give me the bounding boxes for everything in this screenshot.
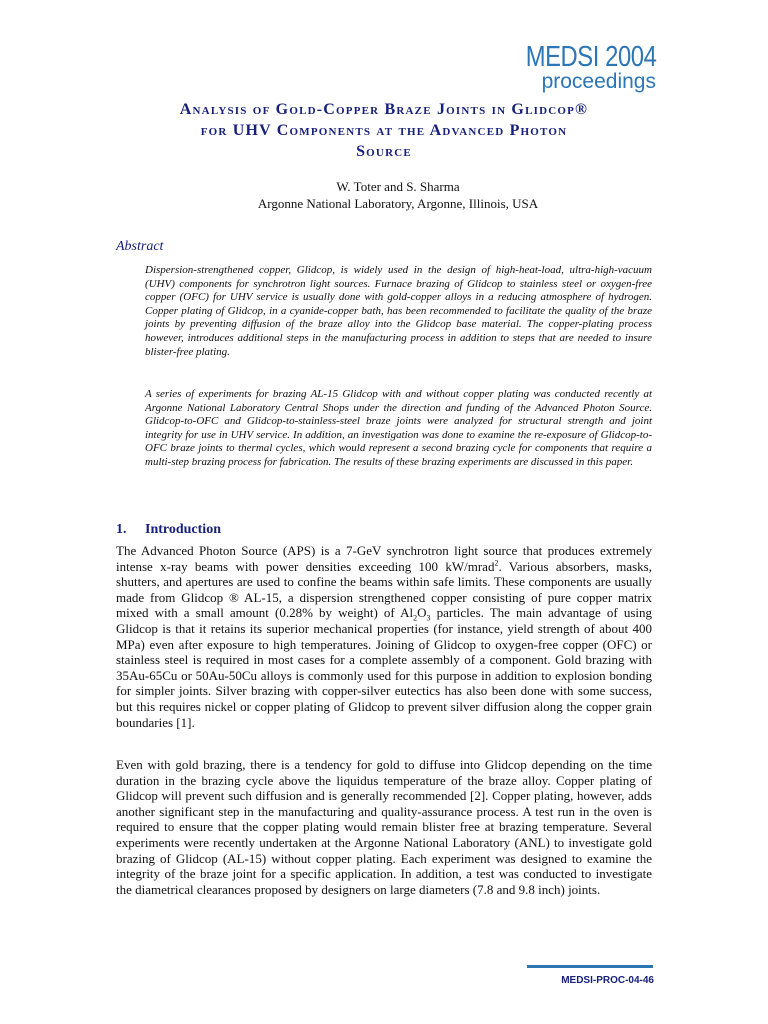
abstract-heading: Abstract <box>116 239 164 254</box>
abstract-paragraph-2: A series of experiments for brazing AL-15 Glidcop with and without copper plating was conducted recently at Argonne National Laboratory Central Shops under the direction and funding of the Advanced Photon Source. Glidcop-to-OFC and Glidcop-to-stainless-steel braze joints were analyzed for structural strength and joint integrity for use in UHV service. In addition, an investigation was done to examine the re-exposure of Glidcop-to-OFC braze joints to thermal cycles, which would represent a second brazing cycle for components that require a multi-step brazing process for fabrication. The results of these brazing experiments are discussed in this paper. <box>145 388 652 468</box>
author-affiliation: Argonne National Laboratory, Argonne, Illinois, USA <box>257 196 539 211</box>
logo-subtext: proceedings <box>541 70 656 93</box>
logo-text: MEDSI 2004 <box>525 41 656 73</box>
subscript: 2 <box>413 613 418 623</box>
section-number: 1. <box>116 522 127 537</box>
intro-paragraph-1 <box>116 543 652 730</box>
superscript: 2 <box>494 558 499 568</box>
subscript: 3 <box>426 613 431 623</box>
footer-rule <box>527 965 653 968</box>
medsi-logo <box>497 42 656 92</box>
paper-title <box>100 99 668 162</box>
title-line-1: Analysis of Gold-Copper Braze Joints in Glidcop® <box>179 101 589 118</box>
footer-code: MEDSI-PROC-04-46 <box>561 975 654 986</box>
text-run: O <box>417 605 427 621</box>
title-line-3: Source <box>356 143 412 160</box>
text-run: particles. The main advantage of using Glidcop is that it retains its superior mechanical properties (for instance, yield strength of about 400 MPa) even after exposure to high temperatures. Joining of Glidcop to oxygen-free copper (OFC) or stainless steel is required in most cases for a complete assembly of a component. Gold brazing with 35Au-65Cu or 50Au-50Cu alloys is commonly used for this purpose in addition to explosion bonding for simpler joints. Silver brazing with copper-silver eutectics has also been done with some success, but this requires nickel or copper plating of Glidcop to prevent silver diffusion along the copper grain boundaries [1]. <box>116 605 653 730</box>
title-line-2: for UHV Components at the Advanced Photon <box>200 122 568 139</box>
intro-paragraph-2: Even with gold brazing, there is a tendency for gold to diffuse into Glidcop depending on the time duration in the brazing cycle above the liquidus temperature of the braze alloy. Copper plating of Glidcop will prevent such diffusion and is generally recommended [2]. Copper plating, however, adds another significant step in the manufacturing and quality-assurance process. A test run in the oven is required to ensure that the copper plating would remain blister free at brazing temperature. Several experiments were recently undertaken at the Argonne National Laboratory (ANL) to investigate gold brazing of Glidcop (AL-15) without copper plating. Each experiment was designed to examine the integrity of the braze joint for a specific application. In addition, a test was conducted to investigate the diametrical clearances proposed by designers on large diameters (7.8 and 9.8 inch) joints. <box>116 757 652 897</box>
text-run: . Various absorbers, masks, shutters, and apertures are used to confine the beams within safe limits. These components are usually made from Glidcop ® AL-15, a dispersion strengthened copper consisting of pure copper matrix mixed with a small amount (0.28% by weight) of Al <box>116 558 652 621</box>
section-title: Introduction <box>145 522 221 537</box>
author-names: W. Toter and S. Sharma <box>336 179 460 194</box>
section-heading-introduction <box>116 522 221 538</box>
text-run: The Advanced Photon Source (APS) is a 7-GeV synchrotron light source that produces extremely intense x-ray beams with power densities exceeding 100 kW/mrad <box>116 543 652 574</box>
abstract-paragraph-1: Dispersion-strengthened copper, Glidcop, is widely used in the design of high-heat-load, ultra-high-vacuum (UHV) components for synchrotron light sources. Furnace brazing of Glidcop to stainless steel or oxygen-free copper (OFC) for UHV service is usually done with gold-copper alloys in a reducing atmosphere of hydrogen. Copper plating of Glidcop, in a cyanide-copper bath, has been recommended to facilitate the quality of the braze joints by preventing diffusion of the braze alloy into the Glidcop base material. The copper-plating process however, introduces additional steps in the manufacturing process in addition to steps that are needed to insure blister-free plating. <box>145 264 652 358</box>
author-block <box>0 178 768 212</box>
